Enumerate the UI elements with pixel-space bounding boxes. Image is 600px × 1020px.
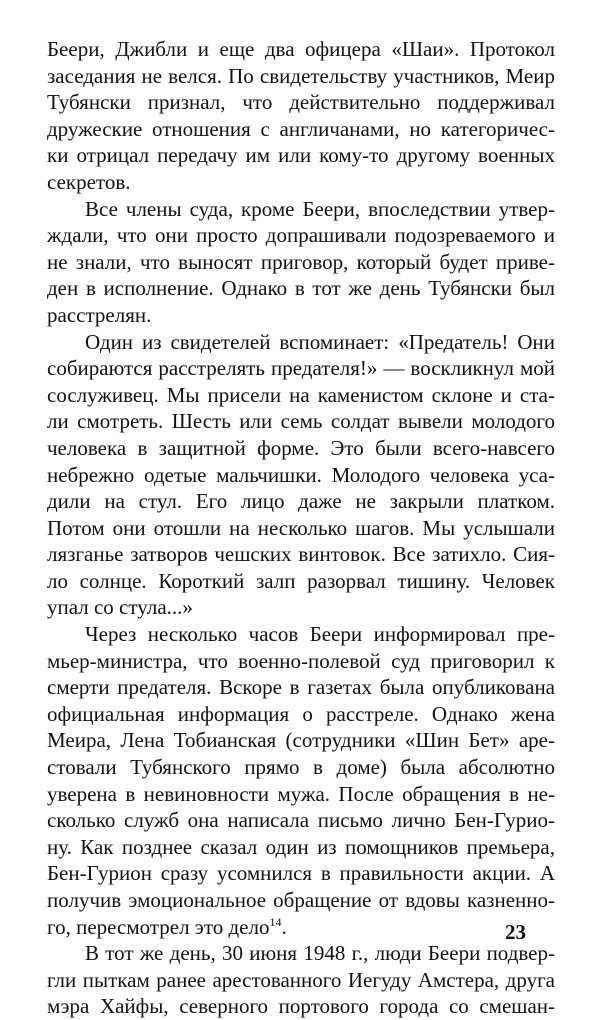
text-line: ки отрицал передачу им или кому-то другому военных [47, 143, 555, 168]
footnote-reference[interactable]: 14 [269, 914, 282, 929]
text-line: Потом они отошли на несколько шагов. Мы услышали [47, 515, 555, 540]
page-number: 23 [505, 920, 526, 944]
text-line: Меира, Лена Тобианская (сотрудники «Шин Бет» аре- [47, 728, 555, 753]
text-line: ден в исполнение. Однако в тот же день Тубянски был [47, 276, 555, 301]
text-line: ло солнце. Короткий залп разорвал тишину. Человек [47, 568, 555, 593]
text-line: уверена в невиновности мужа. После обращения в не- [47, 781, 555, 806]
text-line: не знали, что выносят приговор, который будет приве- [47, 249, 555, 274]
page-body-text [47, 36, 555, 1020]
text-line: человека в защитной форме. Это были всего-навсего [47, 435, 555, 460]
text-line: мэра Хайфы, северного портового города со смешан- [47, 994, 555, 1019]
text-line-with-footnote: го, пересмотрел это дело$^{14}$. [47, 914, 287, 939]
text-line: Все члены суда, кроме Беери, впоследствии утвер- [85, 196, 555, 221]
text-line: смерти предателя. Вскоре в газетах была опубликована [47, 675, 555, 700]
text-line: получив эмоциональное обращение от вдовы казненно- [47, 888, 555, 912]
text-line: стовали Тубянского прямо в доме) была абсолютно [47, 755, 555, 780]
text-line: Один из свидетелей вспоминает: «Предатель! Они [85, 329, 555, 354]
text-line: дружеские отношения с англичанами, но категоричес- [47, 116, 555, 141]
text-line: сослуживец. Мы присели на каменистом склоне и ста- [47, 382, 555, 407]
text-line: дили на стул. Его лицо даже не закрыли платком. [47, 489, 555, 514]
text-line: Бен-Гурион сразу усомнился в правильности акции. А [47, 861, 555, 886]
text-line: собираются расстрелять предателя!» — воскликнул мой [47, 356, 555, 381]
text-line-content: го, пересмотрел это дело [47, 914, 270, 939]
text-line: ждали, что они просто допрашивали подозреваемого и [47, 223, 555, 248]
text-line: официальная информация о расстреле. Однако жена [47, 701, 555, 726]
text-line: небрежно одетые мальчишки. Молодого человека уса- [47, 462, 555, 487]
text-line: упал со стула...» [47, 595, 193, 620]
text-line: Беери, Джибли и еще два офицера «Шаи». Протокол [47, 37, 555, 61]
text-line: Через несколько часов Беери информировал пре- [85, 622, 555, 647]
text-line: гли пыткам ранее арестованного Иегуду Амстера, друга [47, 967, 555, 992]
text-line: секретов. [47, 169, 131, 194]
text-line: заседания не велся. По свидетельству участников, Меир [47, 63, 555, 88]
text-line: В тот же день, 30 июня 1948 г., люди Беери подвер- [85, 941, 555, 966]
text-line: ли смотреть. Шесть или семь солдат вывели молодого [47, 409, 555, 434]
text-line: лязганье затворов чешских винтовок. Все затихло. Сия- [47, 542, 555, 567]
text-line: ну. Как позднее сказал один из помощников премьера, [47, 834, 555, 859]
text-line: Тубянски признал, что действительно поддерживал [47, 90, 555, 115]
text-line: расстрелян. [47, 302, 152, 327]
text-line: сколько служб она написала письмо лично Бен-Гурио- [47, 808, 555, 833]
text-line: мьер-министра, что военно-полевой суд приговорил к [47, 648, 555, 673]
